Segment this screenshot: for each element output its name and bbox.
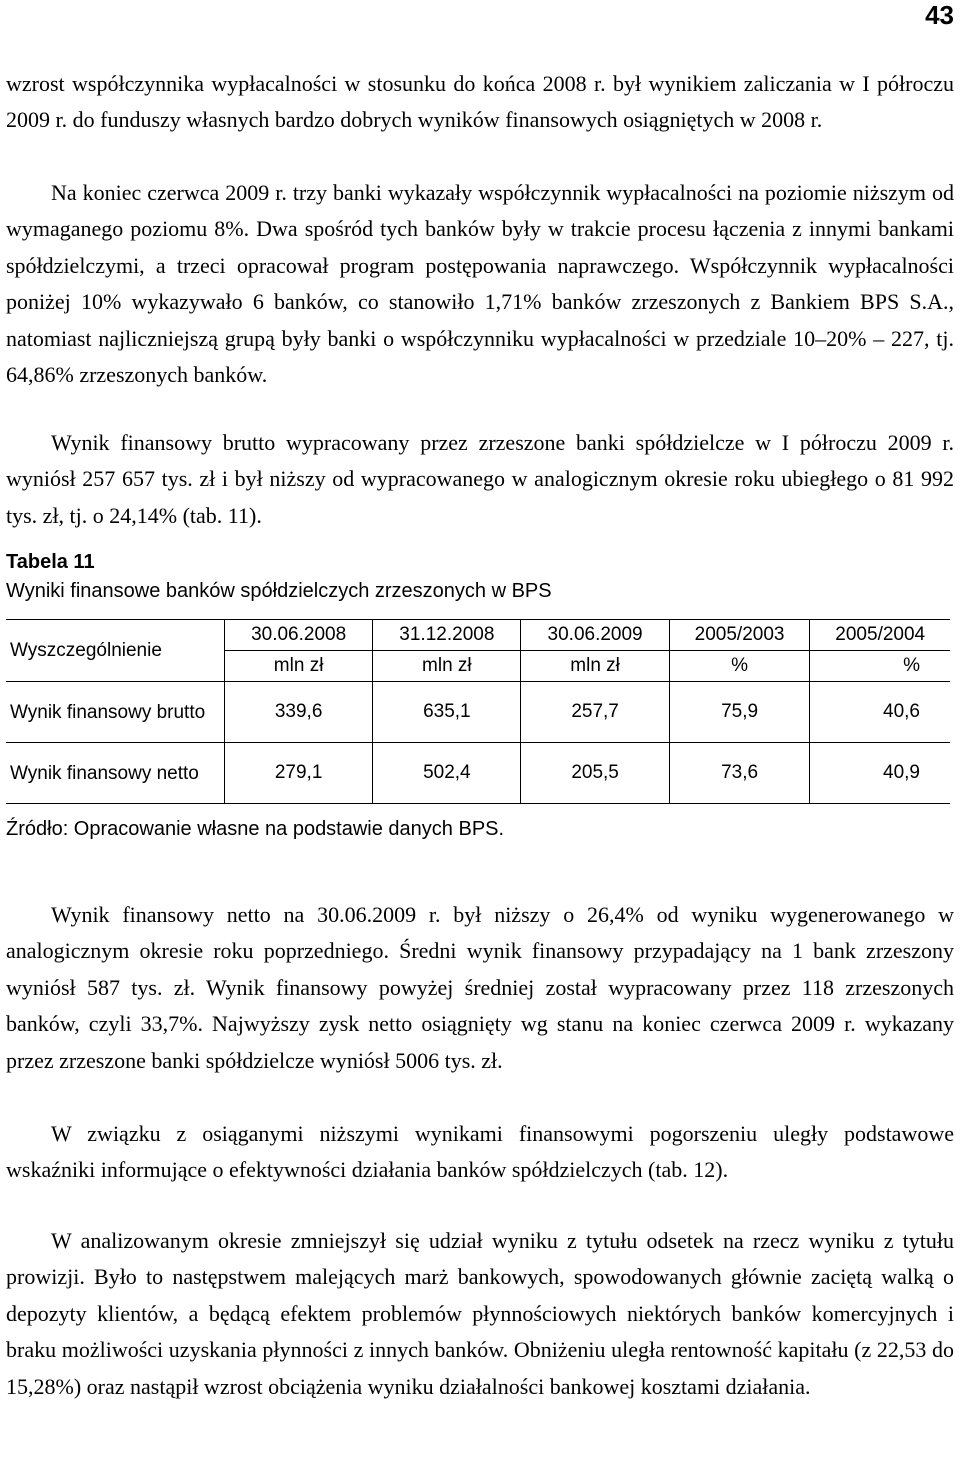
table-cell: 257,7 [521, 682, 669, 743]
table-cell: 339,6 [225, 682, 373, 743]
table-cell: 75,9 [669, 682, 810, 743]
table-column-header: 2005/2004 [810, 620, 950, 651]
table-cell: 73,6 [669, 743, 810, 804]
table-column-header: 2005/2003 [669, 620, 810, 651]
table-unit-cell: % [669, 651, 810, 682]
page-number: 43 [925, 0, 954, 30]
table-title: Wyniki finansowe banków spółdzielczych zrzeszonych w BPS [6, 580, 552, 602]
body-paragraph: Wynik finansowy netto na 30.06.2009 r. był niższy o 26,4% od wyniku wygenerowanego w analogicznym okresie roku poprzedniego. Średni wynik finansowy przypadający na 1 bank zrzeszony wyniósł 587 tys. zł. Wynik finansowy powyżej średniej został wypracowany przez 118 zrzeszonych banków, czyli 33,7%. Najwyższy zysk netto osiągnięty wg stanu na koniec czerwca 2009 r. wykazany przez zrzeszone banki spółdzielcze wyniósł 5006 tys. zł. [6, 902, 954, 1073]
body-paragraph: wzrost współczynnika wypłacalności w stosunku do końca 2008 r. był wynikiem zaliczania w I półroczu 2009 r. do funduszy własnych bardzo dobrych wyników finansowych osiągniętych w 2008 r. [6, 71, 954, 133]
table-row [6, 743, 950, 804]
body-paragraph: Na koniec czerwca 2009 r. trzy banki wykazały współczynnik wypłacalności na poziomie niższym od wymaganego poziomu 8%. Dwa spośród tych banków były w trakcie procesu łączenia z innymi bankami spółdzielczymi, a trzeci opracował program postępowania naprawczego. Współczynnik wypłacalności poniżej 10% wykazywało 6 banków, co stanowiło 1,71% banków zrzeszonych z Bankiem BPS S.A., natomiast najliczniejszą grupą były banki o współczynniku wypłacalności w przedziale 10–20% – 227, tj. 64,86% zrzeszonych banków. [6, 180, 954, 388]
table-cell: 502,4 [373, 743, 521, 804]
table-cell: 279,1 [225, 743, 373, 804]
body-paragraph: W analizowanym okresie zmniejszył się udział wyniku z tytułu odsetek na rzecz wyniku z tytułu prowizji. Było to następstwem malejących marż bankowych, spowodowanych głównie zaciętą walką o depozyty klientów, a będącą efektem problemów płynnościowych niektórych banków komercyjnych i braku możliwości uzyskania płynności z innych banków. Obniżeniu uległa rentowność kapitału (z 22,53 do 15,28%) oraz nastąpił wzrost obciążenia wyniku działalności bankowej kosztami działania. [6, 1228, 954, 1399]
table-unit-cell: % [810, 651, 950, 682]
table-row [6, 682, 950, 743]
body-paragraph: Wynik finansowy brutto wypracowany przez zrzeszone banki spółdzielcze w I półroczu 2009 r. wyniósł 257 657 tys. zł i był niższy od wypracowanego w analogicznym okresie roku ubiegłego o 81 992 tys. zł, tj. o 24,14% (tab. 11). [6, 430, 954, 528]
financial-results-table [6, 619, 950, 804]
table-cell: 205,5 [521, 743, 669, 804]
table-cell: 40,9 [810, 743, 950, 804]
table-column-header: 30.06.2008 [225, 620, 373, 651]
table-unit-cell: mln zł [225, 651, 373, 682]
table-row-label: Wynik finansowy netto [6, 743, 225, 804]
table-header-cell: Wyszczególnienie [6, 620, 225, 682]
table-source-note: Źródło: Opracowanie własne na podstawie danych BPS. [6, 818, 505, 840]
table-unit-cell: mln zł [521, 651, 669, 682]
table-unit-cell: mln zł [373, 651, 521, 682]
body-paragraph: W związku z osiąganymi niższymi wynikami finansowymi pogorszeniu uległy podstawowe wskaźniki informujące o efektywności działania banków spółdzielczych (tab. 12). [6, 1121, 954, 1183]
table-cell: 635,1 [373, 682, 521, 743]
table-row-label: Wynik finansowy brutto [6, 682, 225, 743]
table-column-header: 31.12.2008 [373, 620, 521, 651]
table-cell: 40,6 [810, 682, 950, 743]
table-label: Tabela 11 [6, 551, 95, 573]
table-column-header: 30.06.2009 [521, 620, 669, 651]
